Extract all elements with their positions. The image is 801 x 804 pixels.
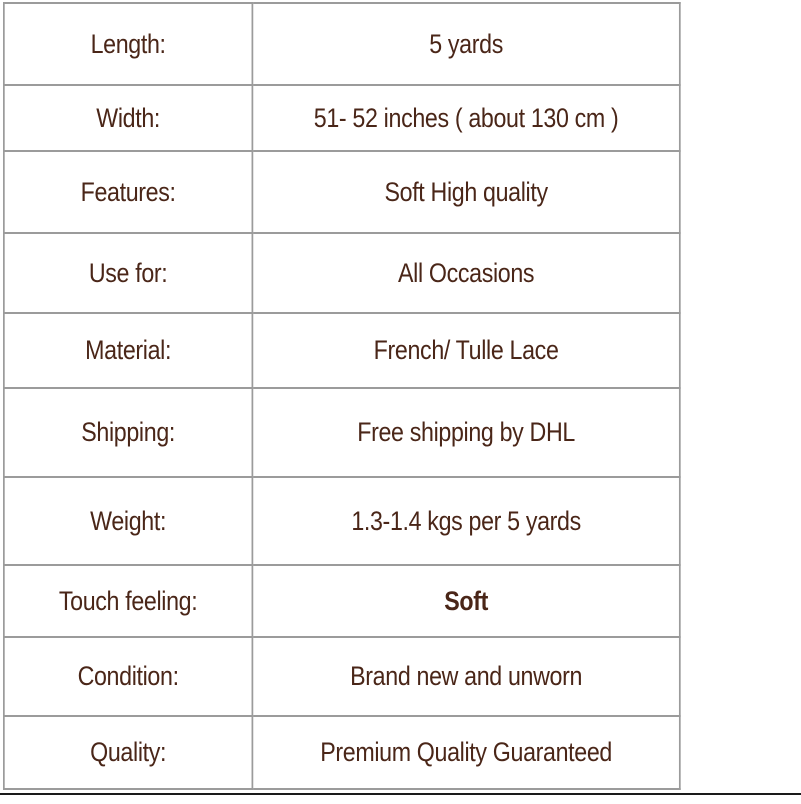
table-row <box>4 388 680 477</box>
features-value: Soft High quality <box>252 151 679 233</box>
features-label: Features: <box>4 151 253 233</box>
table-row <box>4 716 680 789</box>
shipping-value: Free shipping by DHL <box>252 388 679 477</box>
touch-feeling-label: Touch feeling: <box>4 565 253 637</box>
weight-label: Weight: <box>4 477 253 565</box>
length-value: 5 yards <box>252 3 679 85</box>
weight-value: 1.3-1.4 kgs per 5 yards <box>252 477 679 565</box>
table-row <box>4 313 680 388</box>
spec-table <box>3 2 681 790</box>
width-label: Width: <box>4 85 253 151</box>
table-row <box>4 565 680 637</box>
condition-label: Condition: <box>4 637 253 716</box>
table-row <box>4 85 680 151</box>
material-value: French/ Tulle Lace <box>252 313 679 388</box>
table-row <box>4 233 680 313</box>
use-for-label: Use for: <box>4 233 253 313</box>
use-for-value: All Occasions <box>252 233 679 313</box>
table-row <box>4 151 680 233</box>
material-label: Material: <box>4 313 253 388</box>
touch-feeling-value: Soft <box>252 565 679 637</box>
width-value: 51- 52 inches ( about 130 cm ) <box>252 85 679 151</box>
table-row <box>4 477 680 565</box>
quality-value: Premium Quality Guaranteed <box>252 716 679 789</box>
bottom-divider <box>0 793 801 795</box>
shipping-label: Shipping: <box>4 388 253 477</box>
table-row <box>4 3 680 85</box>
table-row <box>4 637 680 716</box>
condition-value: Brand new and unworn <box>252 637 679 716</box>
length-label: Length: <box>4 3 253 85</box>
quality-label: Quality: <box>4 716 253 789</box>
